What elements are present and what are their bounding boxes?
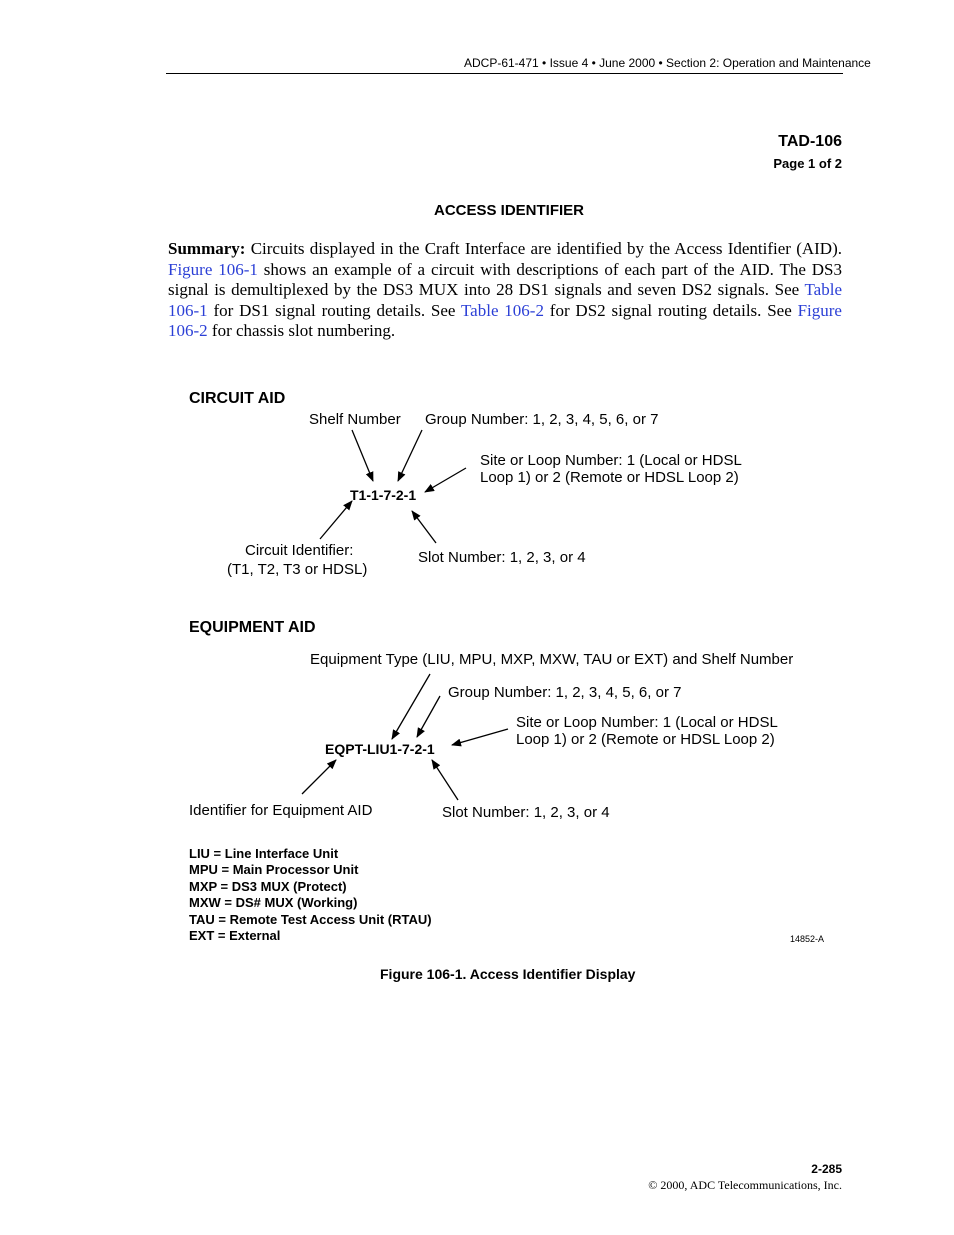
summary-text-1: Circuits displayed in the Craft Interface are identified by the Access Identifier (AID). bbox=[245, 239, 842, 258]
running-header: ADCP-61-471 • Issue 4 • June 2000 • Section 2: Operation and Maintenance bbox=[464, 56, 871, 70]
tad-number: TAD-106 bbox=[778, 133, 842, 150]
label-eqpt-group-number: Group Number: 1, 2, 3, 4, 5, 6, or 7 bbox=[448, 684, 682, 701]
legend-item: MXW = DS# MUX (Working) bbox=[189, 895, 358, 911]
summary-label: Summary: bbox=[168, 239, 246, 258]
section-title: ACCESS IDENTIFIER bbox=[434, 202, 585, 219]
figure-caption: Figure 106-1. Access Identifier Display bbox=[380, 966, 636, 982]
link-figure-106-2[interactable]: Figure 106-2 bbox=[168, 300, 842, 341]
link-table-106-1[interactable]: Table 106-1 bbox=[168, 280, 842, 320]
label-site-line-1: Site or Loop Number: 1 (Local or HDSL bbox=[480, 452, 742, 469]
legend-item: MPU = Main Processor Unit bbox=[189, 862, 359, 878]
arrow-site bbox=[425, 468, 466, 492]
page-of: Page 1 of 2 bbox=[773, 156, 842, 171]
arrow-eqpt-slot bbox=[432, 760, 458, 800]
arrow-equipment-type bbox=[392, 674, 430, 739]
link-figure-106-1[interactable]: Figure 106-1 bbox=[168, 259, 258, 279]
legend-item: LIU = Line Interface Unit bbox=[189, 846, 339, 861]
label-eqpt-identifier: Identifier for Equipment AID bbox=[189, 802, 373, 819]
arrow-slot bbox=[412, 511, 436, 543]
label-eqpt-site-line-1: Site or Loop Number: 1 (Local or HDSL bbox=[516, 714, 778, 731]
circuit-aid-value: T1-1-7-2-1 bbox=[350, 487, 417, 503]
label-group-number: Group Number: 1, 2, 3, 4, 5, 6, or 7 bbox=[425, 411, 659, 428]
label-site-line-2: Loop 1) or 2 (Remote or HDSL Loop 2) bbox=[480, 469, 739, 486]
summary-text-3: for DS1 signal routing details. See bbox=[207, 300, 461, 320]
label-circuit-identifier-2: (T1, T2, T3 or HDSL) bbox=[227, 561, 368, 578]
equipment-aid-heading: EQUIPMENT AID bbox=[189, 619, 316, 636]
drawing-number: 14852-A bbox=[790, 934, 825, 944]
summary-text-5: for chassis slot numbering. bbox=[207, 321, 396, 341]
arrow-eqpt-group bbox=[417, 696, 440, 737]
summary-text-2: shows an example of a circuit with descriptions of each part of the AID. The DS3 signal is demultiplexed by the DS3 MUX into 28 DS1 signals and seven DS2 signals. See bbox=[168, 259, 842, 300]
link-table-106-2[interactable]: Table 106-2 bbox=[460, 300, 544, 320]
abbreviation-legend bbox=[189, 846, 432, 944]
equipment-aid-value: EQPT-LIU1-7-2-1 bbox=[325, 741, 435, 757]
copyright: © 2000, ADC Telecommunications, Inc. bbox=[648, 1178, 842, 1192]
arrow-eqpt-identifier bbox=[302, 760, 336, 794]
circuit-aid-heading: CIRCUIT AID bbox=[189, 390, 286, 407]
label-equipment-type: Equipment Type (LIU, MPU, MXP, MXW, TAU or EXT) and Shelf Number bbox=[310, 651, 794, 668]
legend-item: MXP = DS3 MUX (Protect) bbox=[189, 878, 347, 894]
legend-item: TAU = Remote Test Access Unit (RTAU) bbox=[189, 911, 432, 927]
arrow-shelf bbox=[352, 430, 373, 481]
label-shelf-number: Shelf Number bbox=[309, 411, 401, 428]
arrow-group bbox=[398, 430, 422, 481]
label-eqpt-slot-number: Slot Number: 1, 2, 3, or 4 bbox=[442, 804, 610, 821]
label-circuit-identifier-1: Circuit Identifier: bbox=[245, 542, 354, 559]
legend-item: EXT = External bbox=[189, 928, 281, 944]
label-eqpt-site-line-2: Loop 1) or 2 (Remote or HDSL Loop 2) bbox=[516, 731, 775, 748]
label-slot-number: Slot Number: 1, 2, 3, or 4 bbox=[418, 549, 586, 566]
arrow-circuit-identifier bbox=[320, 501, 352, 539]
summary-text-4: for DS2 signal routing details. See bbox=[543, 300, 798, 320]
page-number: 2-285 bbox=[811, 1162, 842, 1176]
arrow-eqpt-site bbox=[452, 729, 508, 745]
